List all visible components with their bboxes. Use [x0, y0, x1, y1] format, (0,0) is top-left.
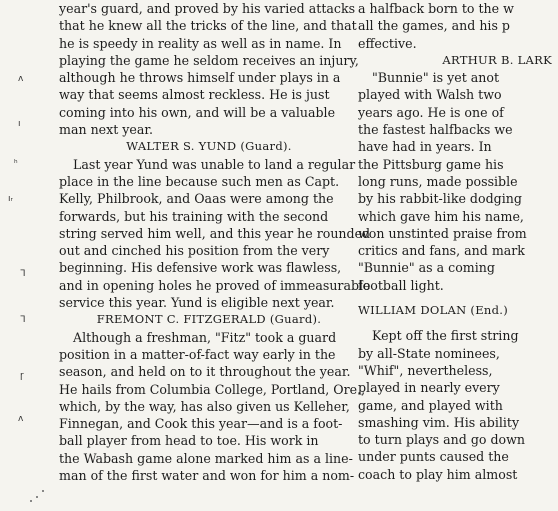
margin-mark: ɼ: [20, 371, 24, 381]
text-line: "Whif", nevertheless,: [358, 362, 493, 378]
right-column: [358, 0, 558, 483]
text-line: have had in years. In: [358, 139, 492, 155]
speck: [42, 490, 44, 492]
text-line: a halfback born to the w: [358, 1, 514, 16]
text-line: Kept off the first string: [372, 328, 519, 344]
player-heading: ARTHUR B. LARK: [442, 52, 552, 67]
text-line: position in a matter-of-fact way early in the: [59, 346, 336, 362]
speck: [30, 500, 32, 502]
text-line: coming into his own, and will be a valuable: [59, 104, 336, 120]
text-line: Although a freshman, "Fitz" took a guard: [73, 329, 337, 345]
text-line: beginning. His defensive work was flawless,: [59, 260, 342, 276]
margin-mark: ᒣ: [20, 269, 26, 279]
text-line: playing the game he seldom receives an injury,: [59, 52, 359, 68]
text-line: by all-State nominees,: [358, 345, 500, 361]
text-line: season, and held on to it throughout the year.: [59, 364, 351, 380]
text-line: critics and fans, and mark: [358, 243, 525, 259]
text-line: won unstinted praise from: [358, 225, 527, 241]
text-line: played with Walsh two: [358, 87, 502, 103]
player-heading: WALTER S. YUND (Guard).: [126, 139, 292, 154]
text-line: and in opening holes he proved of immeasurable: [59, 277, 371, 293]
text-line: He hails from Columbia College, Portland, Ore.,: [59, 381, 366, 397]
text-line: played in nearly every: [358, 380, 500, 396]
player-heading: WILLIAM DOLAN (End.): [358, 303, 509, 318]
text-line: although he throws himself under plays in a: [59, 70, 341, 86]
text-line: the fastest halfbacks we: [358, 122, 513, 138]
text-line: the Wabash game alone marked him as a line-: [59, 450, 353, 466]
text-line: effective.: [358, 35, 417, 51]
text-line: forwards, but his training with the second: [59, 208, 329, 224]
text-line: all the games, and his p: [358, 18, 510, 34]
text-line: game, and played with: [358, 397, 503, 413]
text-line: out and cinched his position from the very: [59, 243, 330, 259]
text-line: man next year.: [59, 122, 154, 138]
margin-mark: ı: [18, 119, 21, 129]
text-line: smashing vim. His ability: [358, 414, 520, 430]
text-line: Last year Yund was unable to land a regular: [73, 156, 356, 172]
text-line: which, by the way, has also given us Kelleher,: [59, 398, 350, 414]
text-line: service this year. Yund is eligible next year.: [59, 295, 335, 311]
text-line: "Bunnie" as a coming: [358, 260, 495, 276]
text-line: the Pittsburg game his: [358, 156, 504, 172]
margin-mark: ʌ: [18, 74, 24, 84]
speck: [36, 496, 38, 498]
text-line: which gave him his name,: [358, 208, 524, 224]
margin-mark: ıᵣ: [8, 194, 13, 204]
text-line: "Bunnie" is yet anot: [372, 70, 500, 86]
text-line: that he knew all the tricks of the line, and that: [59, 18, 357, 34]
text-line: to turn plays and go down: [358, 432, 525, 448]
text-line: place in the line because such men as Capt.: [59, 173, 340, 189]
text-line: man of the first water and won for him a nom-: [59, 468, 355, 484]
text-line: ball player from head to toe. His work in: [59, 433, 319, 449]
text-line: under punts caused the: [358, 449, 509, 465]
text-line: he is speedy in reality as well as in name. In: [59, 35, 342, 51]
margin-mark: ʌ: [18, 414, 24, 424]
text-line: years ago. He is one of: [358, 104, 504, 120]
text-line: by his rabbit-like dodging: [358, 191, 522, 207]
left-column: [59, 0, 371, 484]
text-line: long runs, made possible: [358, 173, 518, 189]
text-line: way that seems almost reckless. He is just: [59, 87, 330, 103]
margin-mark: ᒣ: [20, 315, 26, 325]
text-line: coach to play him almost: [358, 466, 518, 482]
text-line: string served him well, and this year he rounded: [59, 225, 371, 241]
text-line: year's guard, and proved by his varied attacks: [59, 1, 356, 16]
text-line: Finnegan, and Cook this year—and is a foot-: [59, 416, 343, 432]
margin-mark: ʰ: [14, 159, 18, 169]
text-line: football light.: [358, 277, 444, 293]
player-heading: FREMONT C. FITZGERALD (Guard).: [96, 312, 322, 327]
text-line: Kelly, Philbrook, and Oaas were among the: [59, 191, 334, 207]
